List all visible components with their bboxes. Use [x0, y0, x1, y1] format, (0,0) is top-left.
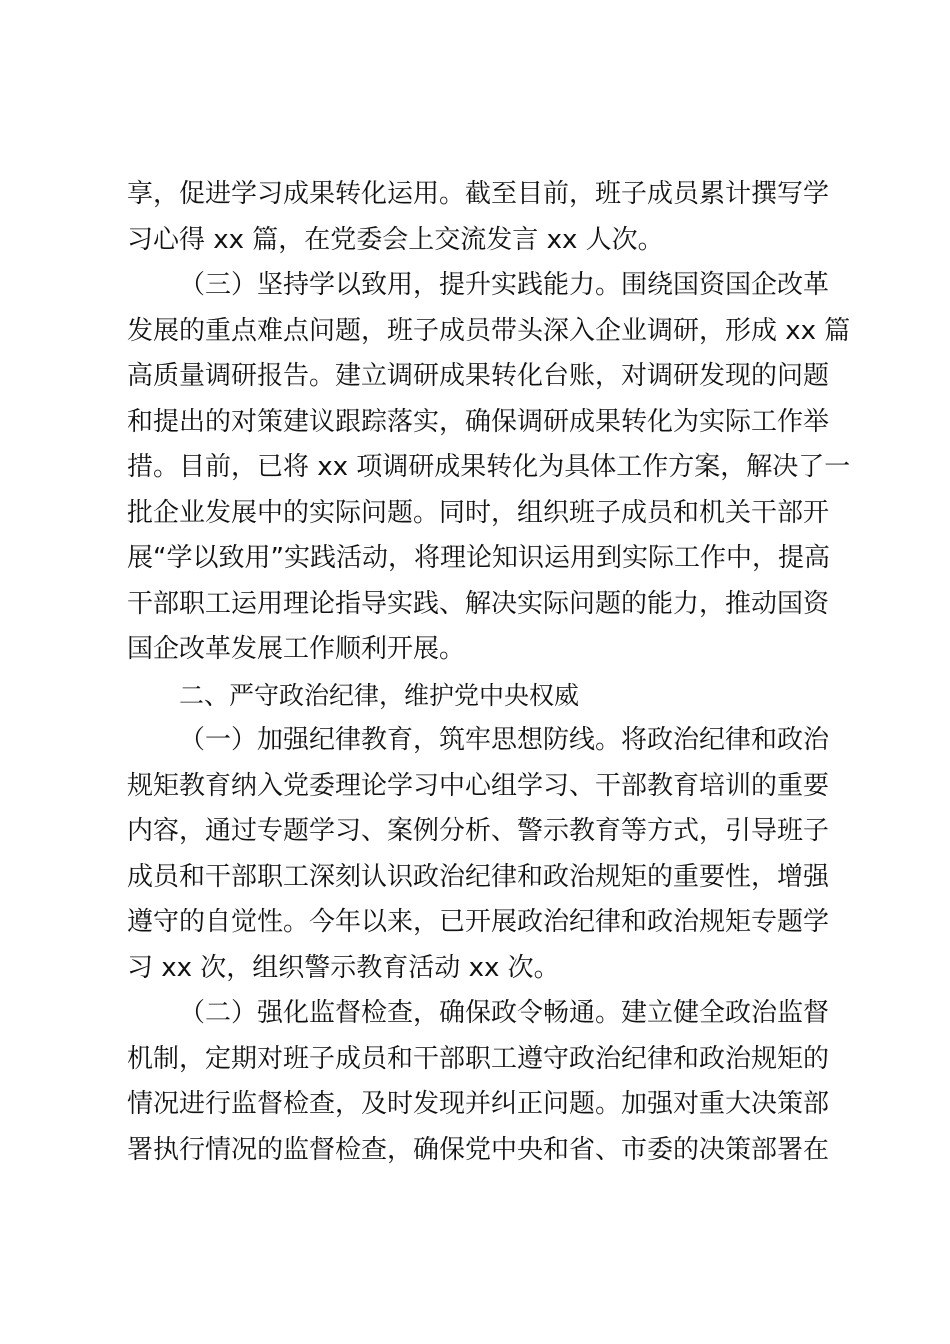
text-line: （三）坚持学以致用，提升实践能力。围绕国资国企改革 [179, 270, 830, 300]
text-line: 习 xx 次，组织警示教育活动 xx 次。 [127, 952, 560, 983]
text-line: 批企业发展中的实际问题。同时，组织班子成员和机关干部开 [127, 497, 830, 528]
text-line: 干部职工运用理论指导实践、解决实际问题的能力，推动国资 [127, 588, 830, 619]
text-line: 国企改革发展工作顺利开展。 [127, 634, 466, 664]
text-line: 机制，定期对班子成员和干部职工遵守政治纪律和政治规矩的 [127, 1043, 830, 1074]
section-heading: 二、严守政治纪律，维护党中央权威 [179, 680, 580, 710]
text-line: 和提出的对策建议跟踪落实，确保调研成果转化为实际工作举 [127, 406, 830, 437]
text-line: 内容，通过专题学习、案例分析、警示教育等方式，引导班子 [127, 816, 830, 846]
text-line: 习心得 xx 篇，在党委会上交流发言 xx 人次。 [127, 224, 664, 255]
text-line: 措。目前，已将 xx 项调研成果转化为具体工作方案，解决了一 [127, 452, 851, 482]
text-line: 署执行情况的监督检查，确保党中央和省、市委的决策部署在 [127, 1134, 830, 1165]
text-line: （一）加强纪律教育，筑牢思想防线。将政治纪律和政治 [179, 725, 830, 755]
text-line: 遵守的自觉性。今年以来，已开展政治纪律和政治规矩专题学 [127, 907, 830, 937]
text-line: 规矩教育纳入党委理论学习中心组学习、干部教育培训的重要 [127, 770, 830, 801]
text-line: 展“学以致用”实践活动，将理论知识运用到实际工作中，提高 [127, 543, 830, 573]
body-text [127, 172, 851, 1173]
text-line: 情况进行监督检查，及时发现并纠正问题。加强对重大决策部 [127, 1089, 830, 1119]
text-line: （二）强化监督检查，确保政令畅通。建立健全政治监督 [179, 998, 830, 1028]
text-line: 享，促进学习成果转化运用。截至目前，班子成员累计撰写学 [127, 179, 830, 209]
text-line: 发展的重点难点问题，班子成员带头深入企业调研，形成 xx 篇 [127, 315, 851, 346]
text-line: 成员和干部职工深刻认识政治纪律和政治规矩的重要性，增强 [127, 861, 830, 892]
text-line: 高质量调研报告。建立调研成果转化台账，对调研发现的问题 [127, 361, 830, 391]
